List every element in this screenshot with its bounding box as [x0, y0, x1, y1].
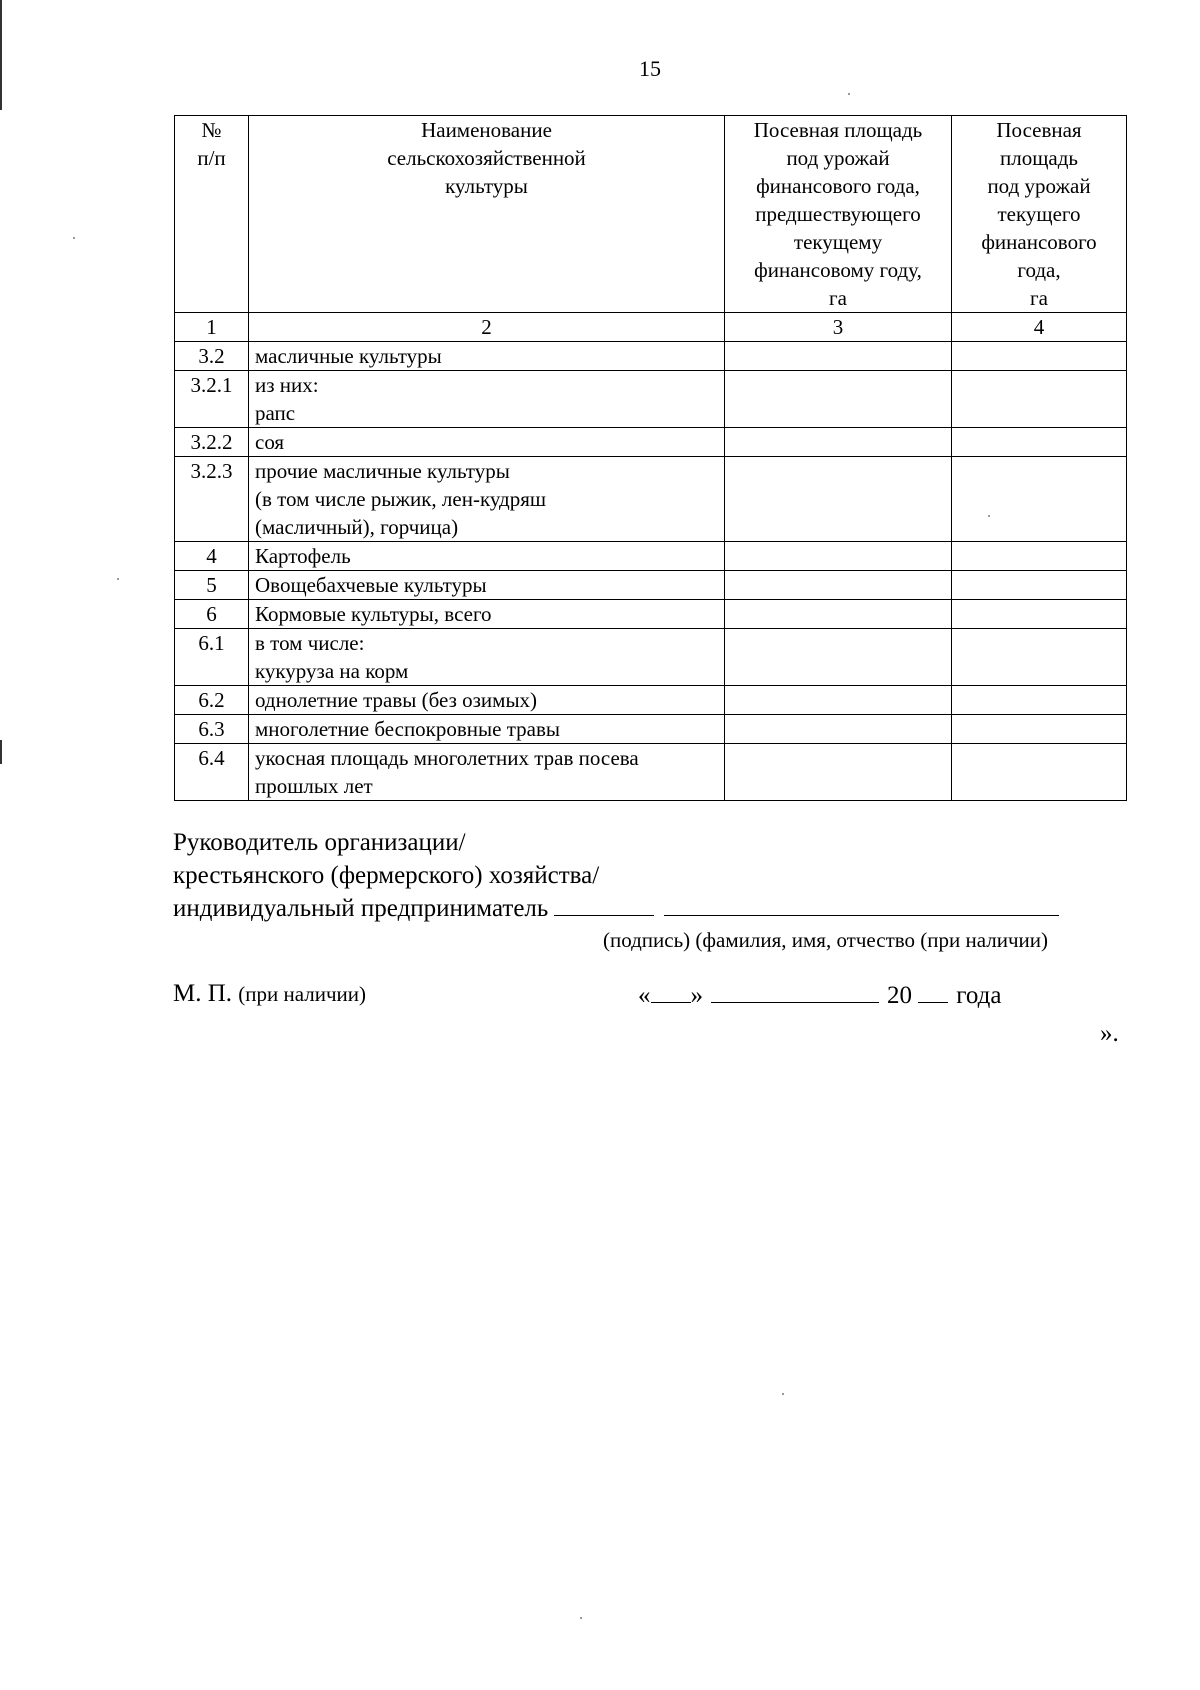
row-number-cell: 6.2 [175, 686, 249, 715]
row-number-cell: 3.2.2 [175, 428, 249, 457]
previous-year-area-cell[interactable] [725, 428, 952, 457]
column-header-1: № п/п [175, 116, 249, 313]
crop-name-cell: Кормовые культуры, всего [249, 600, 725, 629]
table-row [175, 571, 1127, 600]
table-row [175, 744, 1127, 801]
table-row [175, 457, 1127, 542]
column-header-4: Посевная площадь под урожай текущего финансового года, га [952, 116, 1127, 313]
scan-dot [988, 515, 990, 517]
table-row [175, 342, 1127, 371]
row-number-cell: 6.4 [175, 744, 249, 801]
column-number-3: 3 [725, 313, 952, 342]
signature-blank[interactable] [554, 893, 654, 916]
crop-name-cell: из них: рапс [249, 371, 725, 428]
previous-year-area-cell[interactable] [725, 371, 952, 428]
current-year-area-cell[interactable] [952, 686, 1127, 715]
scan-dot [117, 578, 119, 580]
day-blank[interactable] [651, 980, 691, 1003]
current-year-area-cell[interactable] [952, 571, 1127, 600]
row-number-cell: 3.2.3 [175, 457, 249, 542]
table-row [175, 629, 1127, 686]
previous-year-area-cell[interactable] [725, 571, 952, 600]
date-fields [638, 980, 1001, 1010]
year-word: года [956, 982, 1002, 1009]
table-row [175, 542, 1127, 571]
current-year-area-cell[interactable] [952, 342, 1127, 371]
crop-name-cell: Картофель [249, 542, 725, 571]
current-year-area-cell[interactable] [952, 600, 1127, 629]
table-header-row [175, 116, 1127, 313]
current-year-area-cell[interactable] [952, 457, 1127, 542]
year-prefix: 20 [887, 982, 912, 1009]
signature-line-3-container [173, 892, 1059, 925]
current-year-area-cell[interactable] [952, 744, 1127, 801]
column-number-4: 4 [952, 313, 1127, 342]
table-body [175, 342, 1127, 801]
crop-name-cell: масличные культуры [249, 342, 725, 371]
scan-dot [73, 237, 75, 239]
previous-year-area-cell[interactable] [725, 542, 952, 571]
current-year-area-cell[interactable] [952, 428, 1127, 457]
crop-area-table [174, 115, 1127, 801]
quote-close: » [690, 982, 703, 1009]
quote-open: « [638, 982, 651, 1009]
scan-dot [580, 1617, 582, 1619]
current-year-area-cell[interactable] [952, 371, 1127, 428]
crop-name-cell: в том числе: кукуруза на корм [249, 629, 725, 686]
table-row [175, 371, 1127, 428]
crop-name-cell: многолетние беспокровные травы [249, 715, 725, 744]
stamp-mark: М. П. [173, 980, 233, 1007]
signature-caption: (подпись) (фамилия, имя, отчество (при наличии) [603, 928, 1048, 952]
previous-year-area-cell[interactable] [725, 629, 952, 686]
previous-year-area-cell[interactable] [725, 715, 952, 744]
row-number-cell: 6.3 [175, 715, 249, 744]
signature-block [173, 826, 1059, 925]
scan-edge-mark [0, 0, 2, 110]
row-number-cell: 5 [175, 571, 249, 600]
previous-year-area-cell[interactable] [725, 744, 952, 801]
column-header-2: Наименование сельскохозяйственной культуры [249, 116, 725, 313]
scan-edge-mark [0, 740, 2, 764]
stamp-note: (при наличии) [238, 982, 367, 1006]
closing-quote: ». [1100, 1020, 1119, 1047]
column-number-2: 2 [249, 313, 725, 342]
table-row [175, 600, 1127, 629]
crop-name-cell: Овощебахчевые культуры [249, 571, 725, 600]
signature-line-2: крестьянского (фермерского) хозяйства/ [173, 862, 600, 889]
current-year-area-cell[interactable] [952, 715, 1127, 744]
table-row [175, 715, 1127, 744]
signature-line-1: Руководитель организации/ [173, 829, 466, 856]
column-header-3: Посевная площадь под урожай финансового года, предшествующего текущему финансовому году, га [725, 116, 952, 313]
scan-dot [782, 1393, 784, 1395]
stamp-date-line [173, 980, 1002, 1009]
row-number-cell: 3.2.1 [175, 371, 249, 428]
crop-name-cell: соя [249, 428, 725, 457]
row-number-cell: 3.2 [175, 342, 249, 371]
previous-year-area-cell[interactable] [725, 600, 952, 629]
row-number-cell: 4 [175, 542, 249, 571]
table-row [175, 428, 1127, 457]
signature-line-3: индивидуальный предприниматель [173, 895, 549, 922]
row-number-cell: 6.1 [175, 629, 249, 686]
scan-dot [848, 93, 850, 95]
previous-year-area-cell[interactable] [725, 342, 952, 371]
month-blank[interactable] [711, 980, 879, 1003]
row-number-cell: 6 [175, 600, 249, 629]
crop-name-cell: прочие масличные культуры (в том числе рыжик, лен-кудряш (масличный), горчица) [249, 457, 725, 542]
previous-year-area-cell[interactable] [725, 457, 952, 542]
year-blank[interactable] [918, 980, 948, 1003]
table-row [175, 686, 1127, 715]
crop-name-cell: однолетние травы (без озимых) [249, 686, 725, 715]
current-year-area-cell[interactable] [952, 542, 1127, 571]
full-name-blank[interactable] [664, 893, 1059, 916]
page-number: 15 [639, 56, 661, 81]
column-number-row [175, 313, 1127, 342]
current-year-area-cell[interactable] [952, 629, 1127, 686]
previous-year-area-cell[interactable] [725, 686, 952, 715]
column-number-1: 1 [175, 313, 249, 342]
crop-name-cell: укосная площадь многолетних трав посева прошлых лет [249, 744, 725, 801]
